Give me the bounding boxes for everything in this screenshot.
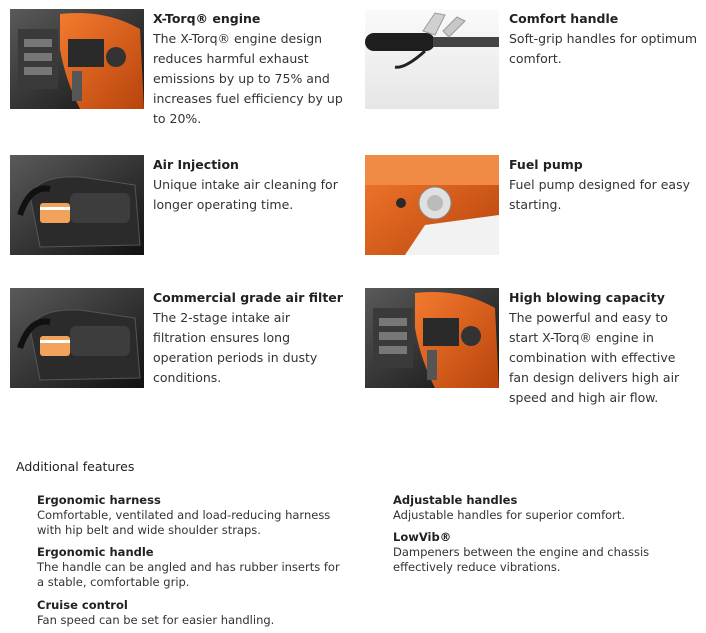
feature-description: The 2-stage intake air filtration ensures long operation periods in dusty conditions.: [153, 310, 318, 385]
air-filter-photo-icon: [10, 155, 144, 255]
additional-item-description: Dampeners between the engine and chassis effectively reduce vibrations.: [393, 545, 650, 574]
feature-description: The powerful and easy to start X-Torq® engine in combination with effective fan design delivers high air speed and high air flow.: [509, 310, 680, 405]
additional-item: [393, 493, 698, 523]
additional-features-heading: Additional features: [16, 459, 135, 474]
additional-item-description: Fan speed can be set for easier handling.: [37, 613, 275, 627]
feature-title: Fuel pump: [509, 157, 583, 172]
additional-item-title: LowVib®: [393, 530, 452, 544]
handle-photo-icon: [365, 9, 499, 109]
additional-item: [37, 545, 347, 590]
additional-item: [393, 530, 701, 575]
additional-item: [37, 598, 357, 628]
feature-description: Soft-grip handles for optimum comfort.: [509, 31, 698, 66]
additional-item-title: Cruise control: [37, 598, 128, 612]
feature-description: Unique intake air cleaning for longer operating time.: [153, 177, 338, 212]
additional-item-description: Adjustable handles for superior comfort.: [393, 508, 626, 522]
feature-title: Commercial grade air filter: [153, 290, 343, 305]
feature-title: Air Injection: [153, 157, 239, 172]
additional-item-description: Comfortable, ventilated and load-reducing harness with hip belt and wide shoulder straps.: [37, 508, 331, 537]
feature-description: Fuel pump designed for easy starting.: [509, 177, 690, 212]
engine-photo-icon: [10, 9, 144, 109]
feature-title: X-Torq® engine: [153, 11, 261, 26]
feature-description: The X-Torq® engine design reduces harmful exhaust emissions by up to 75% and increases fuel efficiency by up to 20%.: [153, 31, 343, 126]
additional-item-title: Adjustable handles: [393, 493, 518, 507]
additional-item-title: Ergonomic harness: [37, 493, 161, 507]
feature-title: High blowing capacity: [509, 290, 665, 305]
feature-title: Comfort handle: [509, 11, 619, 26]
fuel-pump-photo-icon: [365, 155, 499, 255]
engine-photo-icon: [365, 288, 499, 388]
additional-item: [37, 493, 357, 538]
air-filter-photo-icon: [10, 288, 144, 388]
additional-item-title: Ergonomic handle: [37, 545, 154, 559]
additional-item-description: The handle can be angled and has rubber inserts for a stable, comfortable grip.: [37, 560, 340, 589]
